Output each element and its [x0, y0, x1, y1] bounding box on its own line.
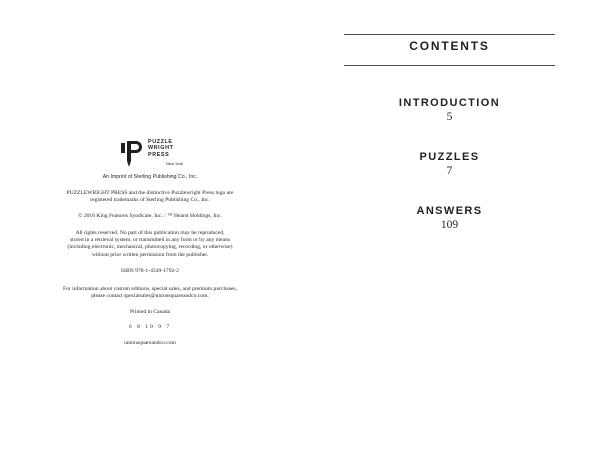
- logo-city: New York: [166, 161, 183, 166]
- trademark-notice: PUZZLEWRIGHT PRESS and the distinctive Puzzlewright Press logo are registered trademarks of Sterling Publishing Co., Inc.: [66, 190, 234, 204]
- toc-entry-introduction: [344, 97, 555, 124]
- toc-page-number: 7: [446, 165, 453, 177]
- imprint-line: An Imprint of Sterling Publishing Co., Inc.: [102, 174, 198, 180]
- toc-page-number: 109: [440, 219, 459, 231]
- publisher-logo: [110, 131, 190, 171]
- toc-entry-puzzles: [344, 151, 555, 178]
- printed-in: Printed in Canada: [129, 309, 171, 315]
- title-rule-bottom: [344, 65, 555, 66]
- sales-info: For information about custom editions, special sales, and premium purchases, please contact specialsales@unionsquareandco.com.: [63, 286, 237, 300]
- toc-entry-answers: [344, 205, 555, 232]
- toc-label: ANSWERS: [416, 205, 483, 217]
- rights-notice: All rights reserved. No part of this publication may be reproduced, stored in a retrieval system, or transmitted in any form or by any means (including electronic, mechanical, photocopying, recording, or otherwise) without prior written permission from the publisher.: [67, 230, 233, 258]
- contents-page: [300, 0, 600, 461]
- title-rule-top: [344, 34, 555, 35]
- isbn: ISBN 978-1-4549-1792-2: [121, 268, 179, 274]
- toc-label: PUZZLES: [419, 151, 480, 163]
- copyright-line: © 2016 King Features Syndicate, Inc. / ™ Hearst Holdings, Inc.: [78, 213, 222, 219]
- page-title: CONTENTS: [409, 39, 490, 53]
- logo-wordmark: PUZZLE WRIGHT PRESS: [148, 139, 174, 158]
- publisher-website: unionsquareandco.com: [124, 340, 176, 346]
- pencil-icon: [120, 140, 144, 168]
- toc-label: INTRODUCTION: [398, 97, 501, 109]
- toc-page-number: 5: [446, 111, 453, 123]
- print-numbers: 6 8 10 9 7: [128, 324, 172, 330]
